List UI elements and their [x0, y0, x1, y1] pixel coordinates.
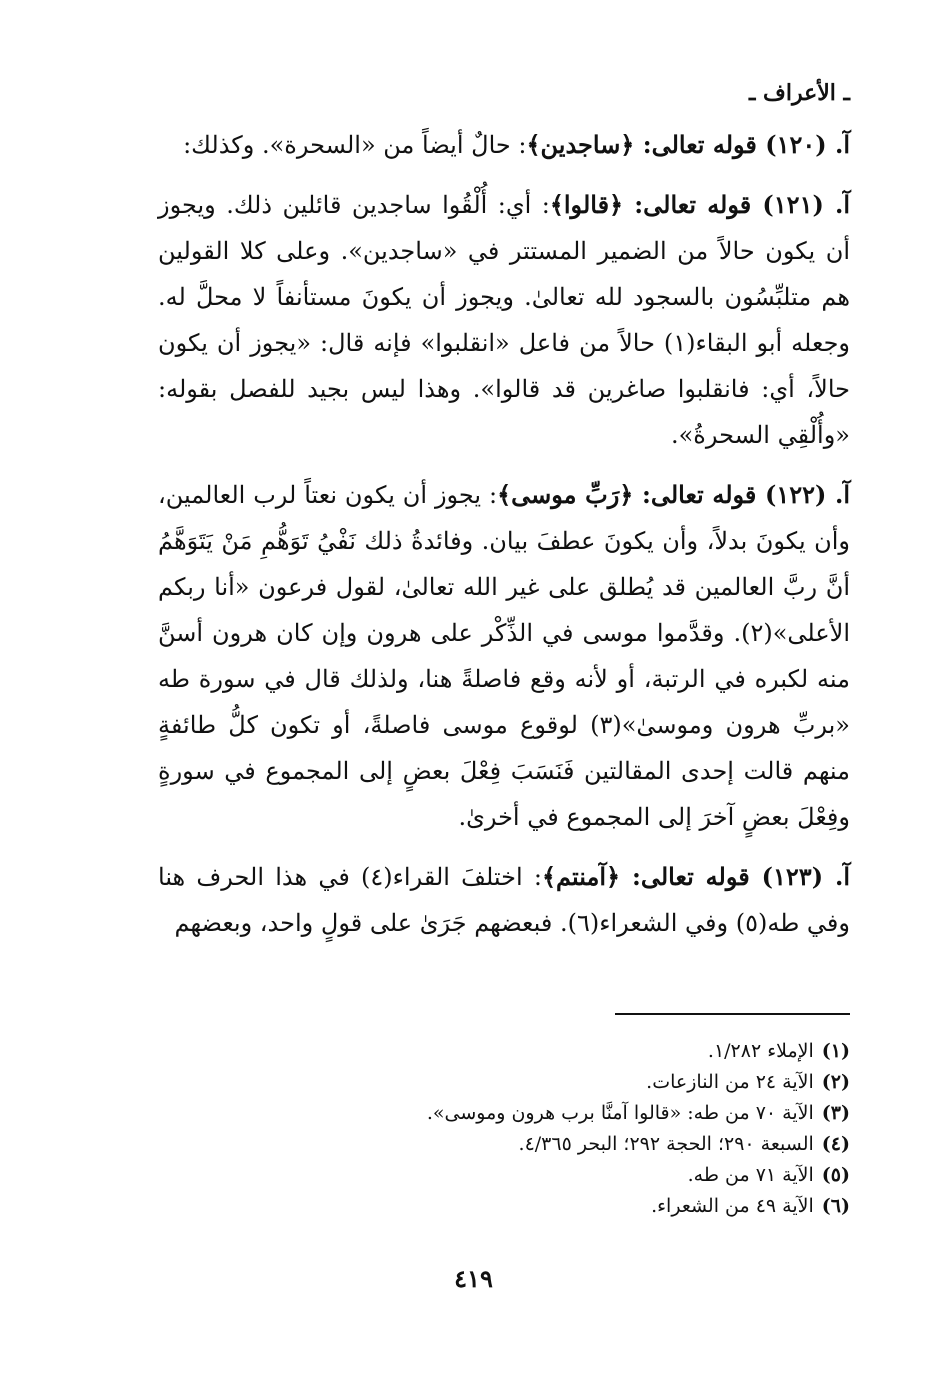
- footnote-text: الآية ٤٩ من الشعراء.: [651, 1195, 814, 1217]
- footnote-number: (٦): [821, 1195, 850, 1217]
- verse-lead: آ. (١٢٣) قوله تعالى: ﴿آمنتم﴾: [541, 862, 850, 891]
- footnote-number: (٥): [821, 1164, 850, 1186]
- footnote-text: السبعة ٢٩٠؛ الحجة ٢٩٢؛ البحر ٤/٣٦٥.: [518, 1133, 814, 1155]
- footnote: [158, 1067, 850, 1098]
- verse-lead: آ. (١٢١) قوله تعالى: ﴿قالوا﴾: [549, 190, 851, 219]
- paragraph-text: : يجوز أن يكون نعتاً لرب العالمين، وأن يكونَ بدلاً، وأن يكونَ عطفَ بيان. وفائدةُ ذلك نَفْيُ تَوَهُّمِ مَنْ يَتَوَهَّمُ أنَّ ربَّ العالمين قد يُطلق على غير الله تعالىٰ، لقول فرعون «أنا ربكم الأعلى»(٢). وقدَّموا موسى في الذِّكْر على هرون وإن كان هرون أسنَّ منه لكبره في الرتبة، أو لأنه وقع فاصلةً هنا، ولذلك قال في سورة طه «بربِّ هرون وموسىٰ»(٣) لوقوع موسى فاصلةً، أو تكون كلُّ طائفةٍ منهم قالت إحدى المقالتين فَنَسَبَ فِعْلَ بعضٍ إلى المجموع في سورةٍ وفِعْلَ بعضٍ آخرَ إلى المجموع في أخرىٰ.: [158, 481, 850, 831]
- running-header: ـ الأعراف ـ: [748, 80, 850, 106]
- footnote-number: (٣): [821, 1102, 850, 1124]
- footnote-text: الآية ٢٤ من النازعات.: [646, 1071, 814, 1093]
- footnote: [158, 1191, 850, 1222]
- verse-lead: آ. (١٢٠) قوله تعالى: ﴿ساجدين﴾: [526, 130, 850, 159]
- footnote: [158, 1129, 850, 1160]
- footnote-text: الإملاء ١/٢٨٢.: [707, 1040, 814, 1062]
- footnote-separator: [615, 1013, 850, 1015]
- footnote-number: (١): [821, 1040, 850, 1062]
- footnote: [158, 1160, 850, 1191]
- paragraph-123: [158, 854, 850, 946]
- verse-lead: آ. (١٢٢) قوله تعالى: ﴿رَبِّ موسى﴾: [497, 480, 851, 509]
- footnote-number: (٢): [821, 1071, 850, 1093]
- page-number: ٤١٩: [454, 1264, 493, 1293]
- paragraph-121: [158, 182, 850, 458]
- footnote: [158, 1036, 850, 1067]
- footnote-text: الآية ٧٠ من طه: «قالوا آمنَّا برب هرون وموسى».: [426, 1102, 814, 1124]
- paragraph-text: : أي: أُلْقُوا ساجدين قائلين ذلك. ويجوز أن يكون حالاً من الضمير المستتر في «ساجدين». وعلى كلا القولين هم متلبِّسُون بالسجود لله تعالىٰ. ويجوز أن يكونَ مستأنفاً لا محلَّ له. وجعله أبو البقاء(١) حالاً من فاعل «انقلبوا» فإنه قال: «يجوز أن يكون حالاً، أي: فانقلبوا صاغرين قد قالوا». وهذا ليس بجيد للفصل بقوله: «وأُلْقِي السحرةُ».: [158, 191, 851, 449]
- paragraph-text: : حالٌ أيضاً من «السحرة». وكذلك:: [183, 131, 527, 159]
- footnote-number: (٤): [821, 1133, 850, 1155]
- paragraph-120: [158, 122, 850, 168]
- footnotes: [158, 1036, 850, 1222]
- footnote-text: الآية ٧١ من طه.: [687, 1164, 814, 1186]
- footnote: [158, 1098, 850, 1129]
- paragraph-text: : اختلفَ القراء(٤) في هذا الحرف هنا وفي طه(٥) وفي الشعراء(٦). فبعضهم جَرَىٰ على قولٍ واحد، وبعضهم: [158, 863, 850, 937]
- main-text: [158, 122, 850, 960]
- paragraph-122: [158, 472, 850, 840]
